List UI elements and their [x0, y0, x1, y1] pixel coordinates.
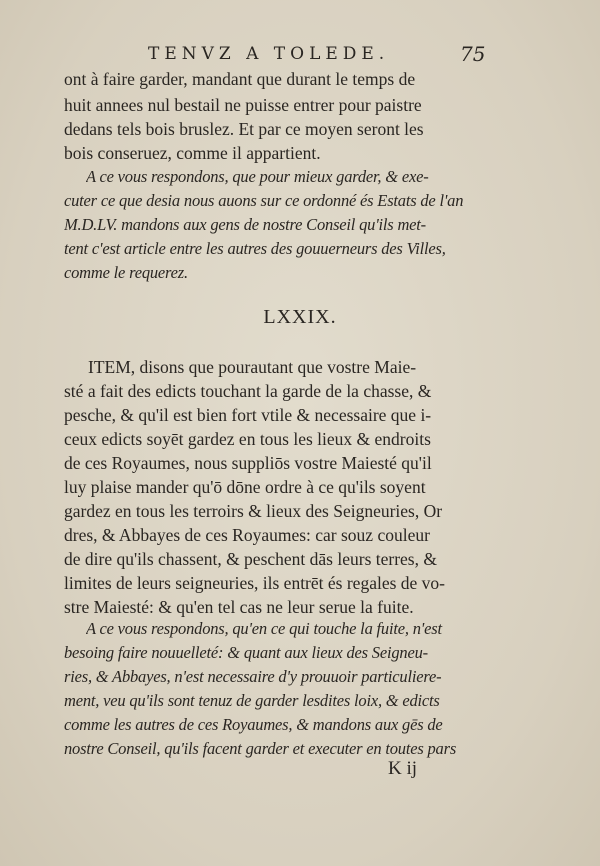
response-line: M.D.LV. mandons aux gens de nostre Conseil qu'ils met-: [64, 215, 426, 234]
text-line: dedans tels bois bruslez. Et par ce moyen seront les: [64, 119, 424, 139]
text-line: ITEM, disons que pourautant que vostre Maie-: [88, 357, 417, 377]
page-number: 75: [460, 42, 486, 66]
response-line: comme le requerez.: [64, 263, 188, 282]
text-line: gardez en tous les terroirs & lieux des Seigneuries, Or: [64, 501, 443, 521]
response-line: A ce vous respondons, qu'en ce qui touche la fuite, n'est: [86, 619, 442, 638]
text-line: limites de leurs seigneuries, ils entrēt és regales de vo-: [64, 573, 445, 593]
text-line: ont à faire garder, mandant que durant le temps de: [64, 69, 416, 89]
text-line: pesche, & qu'il est bien fort vtile & necessaire que i-: [64, 405, 432, 425]
signature-mark: K ij: [388, 758, 418, 779]
response-line: ries, & Abbayes, n'est necessaire d'y prouuoir particuliere-: [64, 667, 442, 686]
text-line: stre Maiesté: & qu'en tel cas ne leur serue la fuite.: [64, 597, 414, 617]
response-line: cuter ce que desia nous auons sur ce ordonné és Estats de l'an: [64, 191, 464, 210]
text-line: luy plaise mander qu'ō dōne ordre à ce qu'ils soyent: [64, 477, 426, 497]
response-line: comme les autres de ces Royaumes, & mandons aux gēs de: [64, 715, 443, 734]
page-header: [0, 44, 600, 68]
text-line: bois conseruez, comme il appartient.: [64, 143, 321, 163]
text-line: sté a fait des edicts touchant la garde de la chasse, &: [64, 381, 432, 401]
response-line: tent c'est article entre les autres des gouuerneurs des Villes,: [64, 239, 446, 258]
text-line: dres, & Abbayes de ces Royaumes: car souz couleur: [64, 525, 430, 545]
response-line: nostre Conseil, qu'ils facent garder et executer en toutes pars: [64, 739, 457, 758]
text-line: huit annees nul bestail ne puisse entrer pour paistre: [64, 95, 422, 115]
response-line: ment, veu qu'ils sont tenuz de garder lesdites loix, & edicts: [64, 691, 440, 710]
response-line: besoing faire nouuelleté: & quant aux lieux des Seigneu-: [64, 643, 428, 662]
text-line: de dire qu'ils chassent, & peschent dās leurs terres, &: [64, 549, 437, 569]
running-head: TENVZ A TOLEDE.: [148, 44, 390, 64]
text-line: de ces Royaumes, nous suppliōs vostre Maiesté qu'il: [64, 453, 432, 473]
response-line: A ce vous respondons, que pour mieux garder, & exe-: [86, 167, 429, 186]
section-title: LXXIX.: [263, 306, 337, 328]
text-line: ceux edicts soyēt gardez en tous les lieux & endroits: [64, 429, 431, 449]
